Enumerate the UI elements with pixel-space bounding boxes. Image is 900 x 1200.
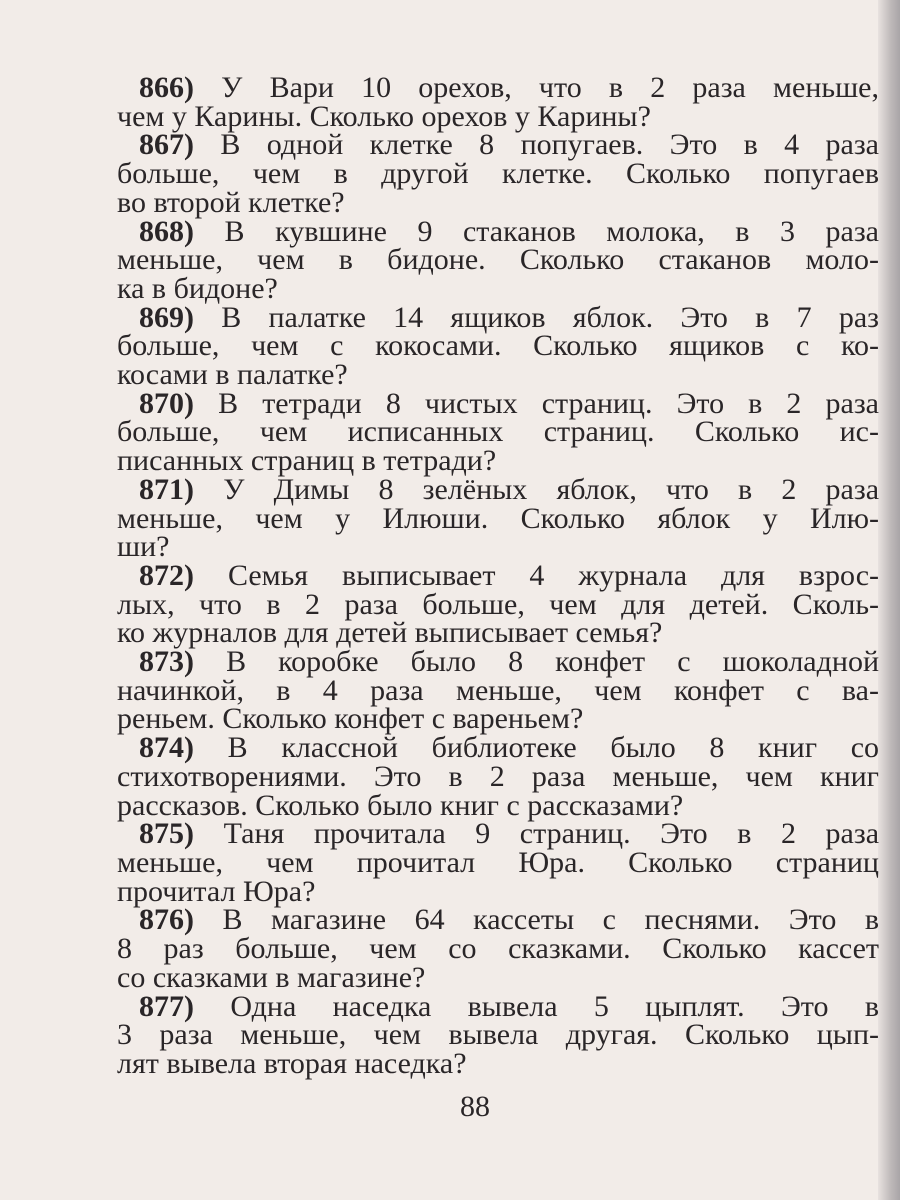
problem-line bbox=[117, 1018, 879, 1052]
problem-line bbox=[117, 185, 879, 219]
problem-text: рассказов. Сколько было книг с рассказами? bbox=[117, 788, 684, 822]
problem-text: меньше, чем прочитал Юра. Сколько страниц bbox=[117, 845, 879, 879]
problem-number: 866) bbox=[139, 71, 194, 104]
problem-line bbox=[117, 932, 879, 966]
problem-line bbox=[117, 845, 879, 879]
problem-868 bbox=[117, 214, 879, 305]
problem-line bbox=[117, 501, 879, 535]
problem-number: 868) bbox=[139, 214, 194, 248]
problem-line bbox=[117, 989, 880, 1023]
problem-text: косами в палатке? bbox=[117, 358, 348, 392]
problem-line bbox=[117, 731, 880, 765]
problem-number: 869) bbox=[139, 300, 194, 334]
problem-line bbox=[117, 128, 879, 162]
problem-text: во второй клетке? bbox=[117, 185, 345, 219]
problem-877 bbox=[117, 989, 880, 1080]
problem-text: начинкой, в 4 раза меньше, чем конфет с ва- bbox=[117, 673, 879, 707]
problem-line bbox=[117, 903, 880, 937]
problem-line bbox=[117, 444, 879, 478]
problem-text: В одной клетке 8 попугаев. Это в 4 раза bbox=[220, 128, 879, 162]
problem-869 bbox=[117, 300, 879, 392]
problem-text: меньше, чем у Илюши. Сколько яблок у Илю- bbox=[117, 501, 879, 535]
problem-text: 3 раза меньше, чем вывела другая. Сколько цып- bbox=[117, 1018, 879, 1052]
problem-text: У Димы 8 зелёных яблок, что в 2 раза bbox=[223, 472, 880, 506]
problem-line bbox=[117, 358, 879, 392]
problem-text: ко журналов для детей выписывает семья? bbox=[117, 616, 663, 650]
problem-text: Одна наседка вывела 5 цыплят. Это в bbox=[230, 989, 880, 1023]
problem-line bbox=[117, 874, 879, 908]
problem-line bbox=[117, 386, 879, 420]
problem-number: 871) bbox=[139, 472, 194, 506]
page-edge-shadow bbox=[878, 0, 900, 1200]
problem-873 bbox=[117, 645, 879, 736]
problem-number: 872) bbox=[139, 558, 194, 592]
problem-876 bbox=[117, 903, 880, 994]
problem-text: ши? bbox=[117, 530, 170, 564]
problem-text: больше, чем в другой клетке. Сколько попугаев bbox=[117, 157, 879, 191]
problem-line bbox=[117, 415, 879, 449]
problem-text: В палатке 14 ящиков яблок. Это в 7 раз bbox=[221, 300, 879, 334]
problem-line bbox=[117, 214, 879, 248]
problem-line bbox=[117, 1046, 879, 1080]
problem-text: со сказками в магазине? bbox=[117, 960, 426, 994]
problem-number: 870) bbox=[139, 386, 194, 420]
problem-text: У Вари 10 орехов, что в 2 раза меньше, bbox=[221, 71, 879, 104]
problem-text: прочитал Юра? bbox=[117, 874, 316, 908]
problem-line bbox=[117, 616, 879, 650]
problem-text: 8 раз больше, чем со сказками. Сколько кассет bbox=[117, 932, 879, 966]
problem-text: В магазине 64 кассеты с песнями. Это в bbox=[222, 903, 880, 937]
problem-line bbox=[117, 558, 879, 592]
problem-text: стихотворениями. Это в 2 раза меньше, чем книг bbox=[117, 759, 879, 793]
problem-line bbox=[117, 702, 879, 736]
problem-text: писанных страниц в тетради? bbox=[117, 444, 497, 478]
problem-line bbox=[117, 759, 879, 793]
problem-line bbox=[117, 788, 879, 822]
problem-text: чем у Карины. Сколько орехов у Карины? bbox=[117, 99, 651, 133]
problem-line bbox=[117, 157, 879, 191]
problem-line bbox=[117, 472, 880, 506]
problem-text: больше, чем с кокосами. Сколько ящиков с ко- bbox=[117, 329, 879, 363]
problem-874 bbox=[117, 731, 880, 822]
problem-872 bbox=[117, 558, 879, 650]
problem-line bbox=[117, 673, 879, 707]
problem-number: 874) bbox=[139, 731, 194, 765]
problem-text: Семья выписывает 4 журнала для взрос- bbox=[227, 558, 879, 592]
problem-line bbox=[117, 271, 879, 305]
problem-number: 876) bbox=[139, 903, 194, 937]
problem-text: В коробке было 8 конфет с шоколадной bbox=[226, 645, 879, 679]
problem-text: В классной библиотеке было 8 книг со bbox=[227, 731, 880, 765]
problem-number: 875) bbox=[139, 817, 194, 851]
problem-text: реньем. Сколько конфет с вареньем? bbox=[117, 702, 584, 736]
problem-870 bbox=[117, 386, 879, 478]
problem-line bbox=[117, 71, 879, 104]
problem-text: ка в бидоне? bbox=[117, 271, 278, 305]
problem-line bbox=[117, 99, 879, 133]
problem-line bbox=[117, 817, 880, 851]
problem-number: 867) bbox=[139, 128, 194, 162]
problem-text: Таня прочитала 9 страниц. Это в 2 раза bbox=[223, 817, 880, 851]
problem-line bbox=[117, 645, 879, 679]
problem-867 bbox=[117, 128, 879, 219]
problem-list bbox=[117, 71, 880, 1080]
problem-875 bbox=[117, 817, 880, 908]
problem-line bbox=[117, 300, 879, 334]
problem-number: 873) bbox=[139, 645, 194, 679]
problem-text: лят вывела вторая наседка? bbox=[117, 1046, 467, 1080]
problem-866 bbox=[117, 71, 879, 133]
problem-line bbox=[117, 587, 879, 621]
problem-line bbox=[117, 960, 879, 994]
problem-text: В тетради 8 чистых страниц. Это в 2 раза bbox=[218, 386, 879, 420]
problem-text: меньше, чем в бидоне. Сколько стаканов моло- bbox=[117, 243, 879, 277]
problem-line bbox=[117, 329, 879, 363]
problem-line bbox=[117, 243, 879, 277]
problem-text: В кувшине 9 стаканов молока, в 3 раза bbox=[224, 214, 879, 248]
problem-text: больше, чем исписанных страниц. Сколько ис- bbox=[117, 415, 879, 449]
problem-number: 877) bbox=[139, 989, 194, 1023]
problem-text: лых, что в 2 раза больше, чем для детей. Сколь- bbox=[117, 587, 879, 621]
problem-871 bbox=[117, 472, 880, 564]
problem-line bbox=[117, 530, 879, 564]
page-number: 88 bbox=[460, 1090, 490, 1123]
